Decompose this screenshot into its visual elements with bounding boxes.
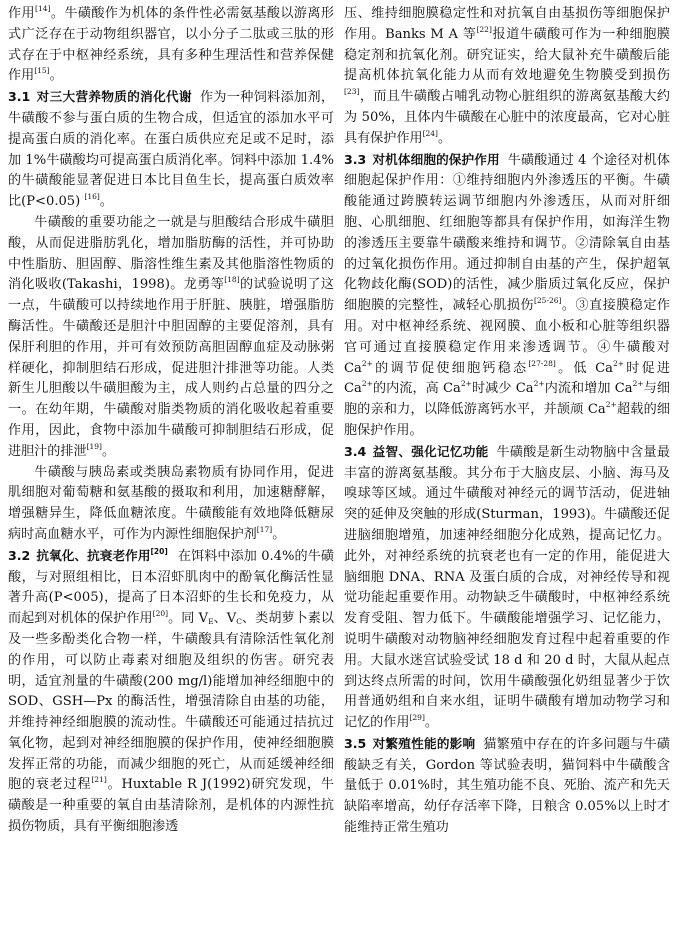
section-title: 对繁殖性能的影响 bbox=[372, 735, 476, 751]
text-run: 。 bbox=[272, 526, 286, 542]
section-title: 抗氧化、抗衰老作用 bbox=[36, 547, 151, 563]
superscript: [14] bbox=[35, 4, 51, 13]
superscript: 2+ bbox=[460, 379, 472, 389]
text-run: 猫繁殖中存在的许多问题与牛磺酸缺乏有关，Gordon 等试验表明，猫饲料中牛磺酸含量低于 0.01%时，其生殖功能不良、死胎、流产和先天缺陷率增高，幼仔存活率下降，日粮含 0.05%以上时才能维持正常生殖功 bbox=[344, 736, 671, 836]
text-run: 压、维持细胞膜稳定性和对抗氧自由基损伤等细胞保护作用。Banks M A 等 bbox=[344, 6, 670, 42]
text-run: 内流和增加 Ca bbox=[544, 381, 633, 397]
section-heading bbox=[8, 89, 200, 104]
superscript: [17] bbox=[256, 524, 273, 534]
section-title: 对三大营养物质的消化代谢 bbox=[36, 89, 192, 105]
section-paragraph bbox=[344, 734, 670, 839]
superscript: [21] bbox=[91, 775, 107, 785]
section-number: 3.5 bbox=[344, 735, 367, 751]
body-paragraph bbox=[344, 4, 670, 150]
section-number: 3.2 bbox=[8, 547, 31, 563]
right-column bbox=[344, 4, 670, 839]
superscript: 2+ bbox=[612, 358, 625, 368]
superscript: [24] bbox=[422, 128, 438, 138]
section-heading bbox=[344, 444, 496, 459]
superscript: [18] bbox=[224, 275, 240, 285]
text-run: 。 bbox=[99, 194, 113, 210]
text-run: 在饵料中添加 0.4%的牛磺酸，与对照组相比，日本沼虾肌肉中的酚氧化酶活性显著升高(P<005)，提高了日本沼虾的生长和免疫力，从而起到对机体的保护作用 bbox=[8, 548, 334, 627]
section-number: 3.3 bbox=[344, 151, 367, 167]
superscript: 2+ bbox=[361, 379, 373, 389]
superscript: [27-28] bbox=[528, 358, 556, 368]
section-paragraph bbox=[344, 442, 670, 734]
subscript: E bbox=[208, 617, 214, 627]
text-run: 、类胡萝卜素以及一些多酚类化合物一样，牛磺酸具有清除活性氧化剂的作用，可以防止毒素对细胞及组织的伤害。研究表明，适宜剂量的牛磺酸(200 mg/l)能增加神经细胞中的 SOD、GSH—Px 的酶活性，增强清除自由基的功能，并维持神经细胞膜的流动性。牛磺酸还可能通过拮抗过氧化物，起到对神经细胞膜的保护作用，使神经细胞膜发挥正常的功能，而减少细胞的死亡，从而延缓神经细胞的衰老过程 bbox=[8, 611, 335, 793]
section-number: 3.4 bbox=[344, 443, 367, 459]
section-paragraph bbox=[8, 546, 334, 838]
text-run: 超载的细胞保护作用。 bbox=[344, 402, 670, 438]
text-run: 的内流，高 Ca bbox=[372, 381, 461, 397]
superscript: [29] bbox=[409, 713, 425, 723]
superscript: [25-26] bbox=[533, 296, 562, 306]
subscript: C bbox=[236, 617, 242, 627]
superscript: [23] bbox=[344, 87, 360, 97]
section-heading bbox=[344, 152, 508, 167]
text-run: 。同 V bbox=[168, 611, 209, 627]
text-run: 时减少 Ca bbox=[471, 381, 534, 397]
text-run: 牛磺酸与胰岛素或类胰岛素物质有协同作用，促进肌细胞对葡萄糖和氨基酸的摄取和利用，加速糖酵解，增强糖异生，降低血糖浓度。牛磺酸能有效地降低糖尿病时高血糖水平，可作为内源性细胞保护剂 bbox=[8, 464, 334, 542]
text-run: 、V bbox=[213, 611, 237, 627]
section-number: 3.1 bbox=[8, 89, 31, 105]
text-run: 作用 bbox=[8, 6, 36, 21]
section-paragraph bbox=[344, 150, 670, 442]
left-column bbox=[8, 4, 334, 838]
body-paragraph bbox=[8, 463, 334, 546]
superscript: 2+ bbox=[361, 358, 373, 368]
text-run: 牛磺酸通过 4 个途径对机体细胞起保护作用：①维持细胞内外渗透压的平衡。牛磺酸能通过跨膜转运调节细胞内外渗透压，从而对肝细胞、心肌细胞、红细胞等都具有保护作用，如海洋生物的渗透压主要靠牛磺酸来维持和调节。②清除氧自由基的过氧化损伤作用。通过抑制自由基的产生，保护超氧化物歧化酶(SOD)的活性，减少脂质过氧化反应，保护细胞膜的完整性，减轻心肌损伤 bbox=[344, 152, 671, 314]
text-run: 。 bbox=[101, 443, 116, 459]
text-run: 。Huxtable R J(1992)研究发现，牛磺酸是一种重要的氧自由基清除剂，是机体的内源性抗损伤物质，具有平衡细胞渗透 bbox=[8, 777, 335, 835]
section-heading bbox=[8, 548, 178, 563]
superscript: [20] bbox=[152, 609, 169, 619]
text-run: 与细胞的亲和力，以降低游离钙水平，并颉颃 Ca bbox=[344, 381, 670, 418]
superscript: 2+ bbox=[533, 379, 545, 389]
citation-ref: [20] bbox=[150, 546, 168, 556]
superscript: [15] bbox=[34, 66, 50, 76]
text-run: 的调节促使细胞钙稳态 bbox=[372, 360, 529, 376]
text-run: 牛磺酸的重要功能之一就是与胆酸结合形成牛磺胆酸，从而促进脂肪乳化，增加脂肪酶的活性，并可协助中性脂肪、胆固醇、脂溶性维生素及其他脂溶性物质的消化吸收(Takashi，1998)。龙勇等 bbox=[8, 214, 334, 293]
text-run: 。 bbox=[437, 130, 452, 146]
text-run: 牛磺酸是新生动物脑中含量最丰富的游离氨基酸。其分布于大脑皮层、小脑、海马及嗅球等区域。通过牛磺酸对神经元的调节活动，促进轴突的延伸及突触的形成(Sturman，1993)。牛磺酸还促进脑细胞增殖，加速神经细胞分化成熟，提高记忆力。此外，对神经系统的抗衰老也有一定的作用，能促进大脑细胞 DNA、RNA 及蛋白质的合成，对神经传导和视觉功能起重要作用。动物缺乏牛磺酸时，中枢神经系统发育受阻、智力低下。牛磺酸能增强学习、记忆能力，说明牛磺酸对动物脑神经细胞发育过程中起着重要的作用。大鼠水迷宫试验受试 18 d 和 20 d 时，大鼠从起点到达终点所需的时间，饮用牛磺酸强化奶组显著少于饮用普通奶组和自来水组，证明牛磺酸有增加动物学习和记忆的作用 bbox=[344, 444, 671, 731]
text-run: 时促进 Ca bbox=[344, 360, 671, 397]
section-paragraph bbox=[8, 87, 334, 213]
text-run: 。低 Ca bbox=[555, 360, 613, 376]
text-run: ，而且牛磺酸占哺乳动物心脏组织的游离氨基酸大约为 50%，且体内牛磺酸在心脏中的浓度最高，它对心脏具有保护作用 bbox=[344, 89, 670, 146]
superscript: 2+ bbox=[632, 379, 644, 389]
text-run: 。③直接膜稳定作用。对中枢神经系统、视网膜、血小板和心脏等组织器官可通过直接膜稳定作用来渗透调节。④牛磺酸对 Ca bbox=[344, 298, 671, 376]
text-run: 作为一种饲料添加剂，牛磺酸不参与蛋白质的生物合成，但适宜的添加水平可提高蛋白质的消化率。在蛋白质供应充足或不足时，添加 1%牛磺酸均可提高蛋白质消化率。饲料中添加 1.4% 的牛磺酸能显著促进日本比目鱼生长，提高蛋白质效率比(P<0.05) bbox=[8, 90, 335, 210]
superscript: [19] bbox=[86, 441, 102, 451]
section-title: 益智、强化记忆功能 bbox=[372, 443, 489, 459]
superscript: 2+ bbox=[605, 400, 617, 410]
text-run: 。 bbox=[49, 68, 63, 84]
body-paragraph bbox=[8, 4, 334, 87]
section-title: 对机体细胞的保护作用 bbox=[372, 151, 500, 167]
text-run: 的试验说明了这一点，牛磺酸可以持续地作用于肝脏、胰脏，增强脂肪酶活性。牛磺酸还是胆汁中胆固醇的主要促溶剂，具有保肝利胆的作用，并可有效预防高胆固醇血症及动脉粥样硬化，抑制胆结石形成，促进胆汁排泄等功能。人类新生儿胆酸以牛磺胆酸为主，成人则约占总量的四分之一。在幼年期，牛磺酸对脂类物质的消化吸收起着重要作用，因此，食物中添加牛磺酸可抑制胆结石形成，促进胆汁的排泄 bbox=[8, 277, 334, 459]
text-run: 。牛磺酸作为机体的条件性必需氨基酸以游离形式广泛存在于动物组织器官，以小分子二肽或三肽的形式存在于中枢神经系统，具有多种生理活性和营养保健作用 bbox=[8, 6, 335, 84]
body-paragraph bbox=[8, 213, 334, 463]
superscript: [22] bbox=[476, 24, 492, 34]
text-run: 。 bbox=[424, 715, 438, 731]
superscript: [16] bbox=[84, 192, 100, 202]
section-heading bbox=[344, 736, 483, 751]
text-run: 报道牛磺酸可作为一种细胞膜稳定剂和抗氧化剂。研究证实，给大鼠补充牛磺酸后能提高机体抗氧化能力从而有效地避免生物膜受到损伤 bbox=[344, 26, 670, 84]
